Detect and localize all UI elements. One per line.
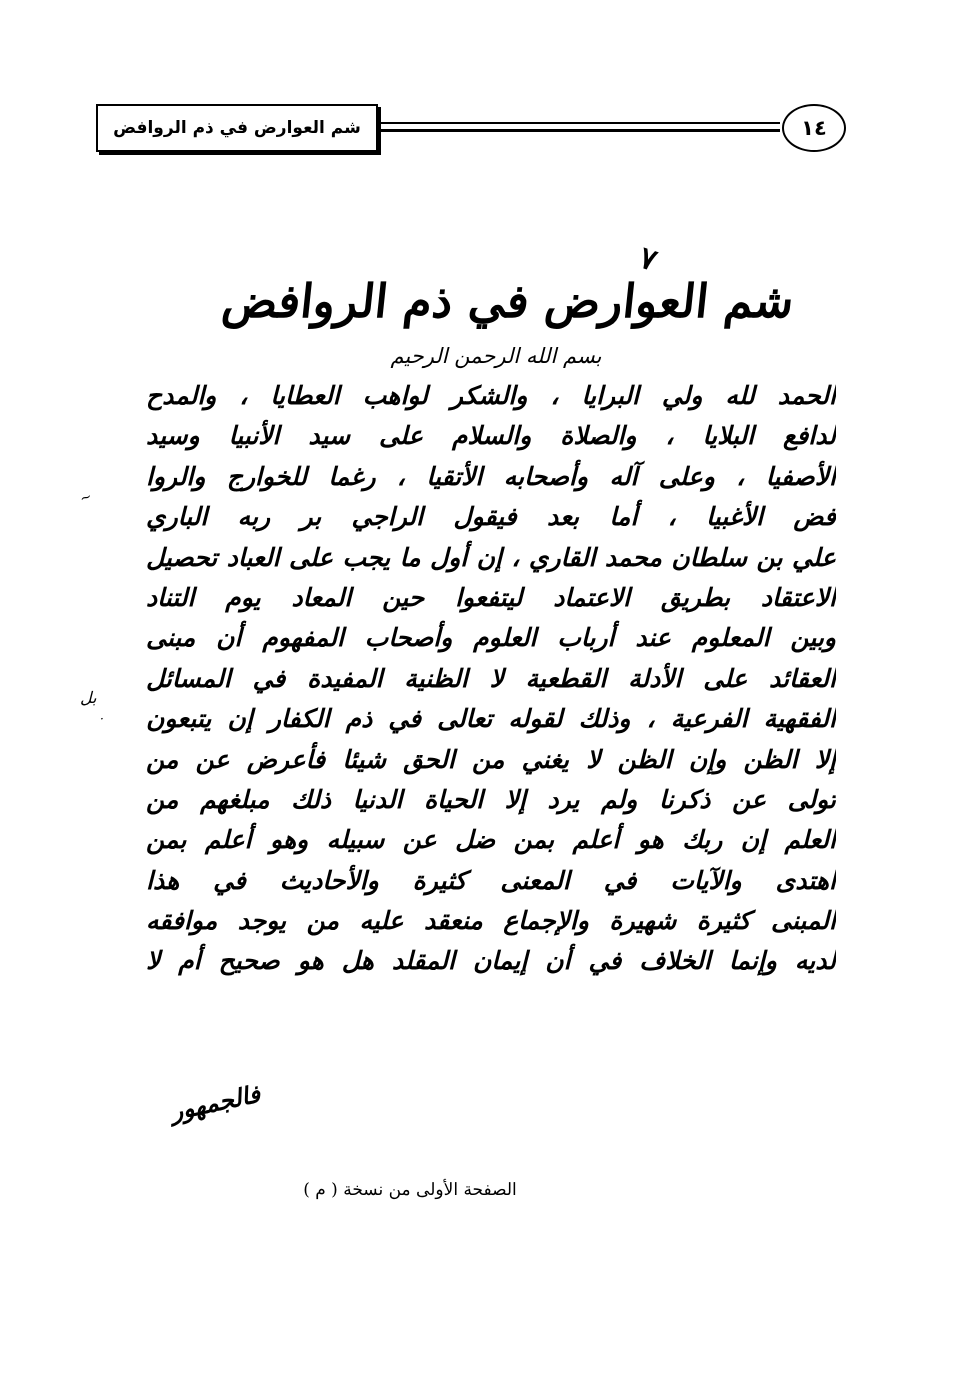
page-caption: الصفحة الأولى من نسخة ( م ): [303, 1180, 517, 1200]
manuscript-basmala: بسم الله الرحمن الرحيم: [390, 344, 602, 368]
margin-scribble: ·: [100, 712, 104, 726]
manuscript-image: [77, 236, 866, 1127]
manuscript-line: وبين المعلوم عند أرباب العلوم وأصحاب المفهوم أن مبنى: [146, 623, 836, 653]
manuscript-line: لدافع البلايا ، والصلاة والسلام على سيد الأنبيا وسيد: [146, 421, 836, 451]
manuscript-line: اهتدى والآيات في المعنى كثيرة والأحاديث في هذا: [146, 865, 836, 895]
manuscript-title: شم العوارض في ذم الروافض: [219, 274, 797, 328]
manuscript-line: إلا الظن وإن الظن لا يغني من الحق شيئا فأعرض عن من: [146, 744, 836, 774]
page-number: ١٤: [782, 104, 846, 152]
header-title: شم العوارض في ذم الروافض: [113, 118, 361, 138]
manuscript-line: علي بن سلطان محمد القاري ، إن أول ما يجب على العباد تحصيل: [146, 542, 836, 572]
manuscript-line: الحمد لله ولي البرايا ، والشكر لواهب العطايا ، والمدح: [146, 381, 836, 410]
manuscript-text: [146, 376, 836, 982]
margin-scribble: ~: [77, 488, 95, 508]
manuscript-line: المبنى كثيرة شهيرة والإجماع منعقد عليه من يوجد موافقه: [146, 906, 836, 936]
manuscript-corner-mark: ٧: [634, 240, 662, 279]
header-title-box: [96, 104, 378, 152]
manuscript-line: العقائد على الأدلة القطعية لا الظنية المفيدة في المسائل: [146, 663, 836, 693]
manuscript-line: فض الأغبيا ، أما بعد فيقول الراجي بر ربه الباري: [146, 502, 836, 532]
manuscript-catchword: فالجمهور: [168, 1078, 264, 1127]
manuscript-line: الاعتقاد بطريق الاعتماد ليتفعوا حين المعاد يوم التناد: [146, 582, 836, 612]
header-rule: [378, 122, 780, 131]
manuscript-line: العلم إن ربك هو أعلم بمن ضل عن سبيله وهو أعلم بمن: [146, 825, 836, 855]
manuscript-line: الفقهية الفرعية ، وذلك لقوله تعالى في ذم الكفار إن يتبعون: [146, 704, 836, 734]
running-header: [96, 98, 842, 160]
manuscript-margin-note: بل: [80, 688, 97, 707]
manuscript-line: لديه وإنما الخلاف في أن إيمان المقلد هل هو صحيح أم لا: [146, 946, 836, 976]
manuscript-line: تولى عن ذكرنا ولم يرد إلا الحياة الدنيا ذلك مبلغهم من: [146, 784, 836, 814]
manuscript-line: الأصفيا ، وعلى آله وأصحابه الأتقيا ، رغما للخوارج والروا: [146, 461, 836, 491]
